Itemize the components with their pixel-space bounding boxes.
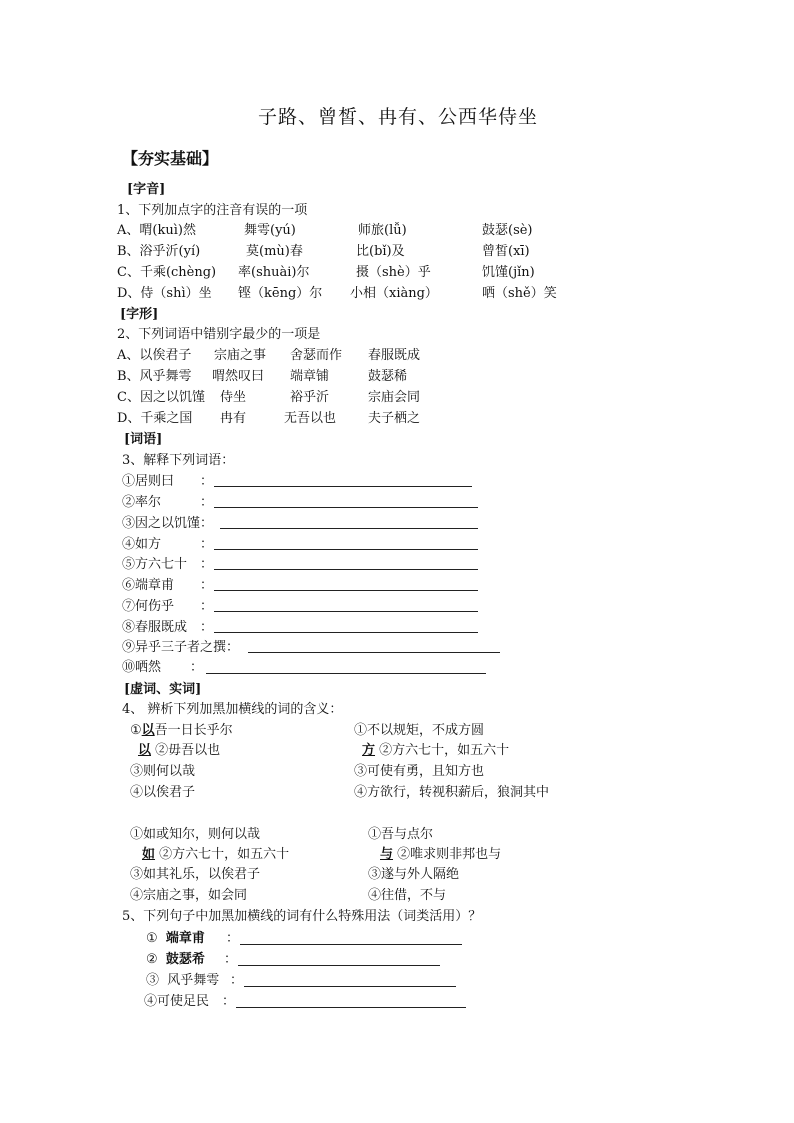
fang-1: 不以规矩，不成方圆 bbox=[367, 723, 485, 738]
fang-4: 方欲行，转视积薪后，狼洞其中 bbox=[367, 785, 550, 800]
yi-3: 则何以哉 bbox=[143, 764, 196, 779]
subheading-ziyin: [字音] bbox=[127, 182, 166, 197]
ru-4: 宗庙之事，如会同 bbox=[143, 888, 248, 903]
answer-line[interactable] bbox=[206, 673, 486, 674]
page-title: 子路、曾皙、冉有、公西华侍坐 bbox=[258, 106, 539, 128]
keyword-yi: 以 bbox=[141, 723, 155, 738]
answer-line[interactable] bbox=[248, 652, 500, 653]
answer-line[interactable] bbox=[214, 590, 478, 591]
subheading-xushi: [虚词、实词] bbox=[124, 682, 202, 697]
ru-1: 如或知尔，则何以哉 bbox=[143, 827, 261, 842]
answer-line[interactable] bbox=[214, 486, 472, 487]
yi-4: 以俟君子 bbox=[143, 785, 196, 800]
ru-2: 方六七十，如五六十 bbox=[172, 847, 290, 862]
answer-line[interactable] bbox=[214, 569, 478, 570]
question-3: 3、解释下列词语： bbox=[122, 453, 235, 468]
question-1: 1、下列加点字的注音有误的一项 bbox=[117, 203, 308, 218]
answer-line[interactable] bbox=[214, 549, 478, 550]
keyword-label-yi: 以 bbox=[138, 743, 152, 758]
subheading-ciyu: [词语] bbox=[124, 432, 163, 447]
subheading-zixing: [字形] bbox=[120, 307, 159, 322]
q5-term-2: 鼓瑟希 bbox=[165, 952, 205, 967]
fang-3: 可使有勇，且知方也 bbox=[367, 764, 485, 779]
yi-2: 毋吾以也 bbox=[168, 743, 221, 758]
question-2: 2、下列词语中错别字最少的一项是 bbox=[117, 327, 321, 342]
fang-2: 方六七十，如五六十 bbox=[392, 743, 510, 758]
answer-line[interactable] bbox=[236, 1007, 466, 1008]
keyword-label-ru: 如 bbox=[142, 847, 156, 862]
answer-line[interactable] bbox=[238, 965, 440, 966]
yu-2: 唯求则非邦也与 bbox=[410, 847, 502, 862]
yu-3: 遂与外人隔绝 bbox=[381, 867, 460, 882]
answer-line[interactable] bbox=[240, 944, 462, 945]
yu-4: 往借，不与 bbox=[381, 888, 447, 903]
answer-line[interactable] bbox=[220, 528, 478, 529]
yi-1-rest: 吾一日长乎尔 bbox=[154, 723, 233, 738]
answer-line[interactable] bbox=[214, 507, 478, 508]
question-5: 5、下列句子中加黑加横线的词有什么特殊用法（词类活用）？ bbox=[122, 909, 482, 924]
keyword-label-fang: 方 bbox=[362, 743, 376, 758]
q5-term-1: 端章甫 bbox=[165, 931, 205, 946]
answer-line[interactable] bbox=[244, 986, 456, 987]
q5-term-4: 可使足民 bbox=[157, 994, 210, 1009]
keyword-label-yu: 与 bbox=[380, 847, 394, 862]
answer-line[interactable] bbox=[214, 632, 478, 633]
section-header: 【夯实基础】 bbox=[122, 149, 219, 168]
q5-term-3: 风乎舞雩 bbox=[167, 973, 220, 988]
question-4: 4、 辨析下列加黑加横线的词的含义： bbox=[122, 702, 343, 717]
yu-1: 吾与点尔 bbox=[381, 827, 434, 842]
ru-3: 如其礼乐，以俟君子 bbox=[143, 867, 261, 882]
answer-line[interactable] bbox=[214, 611, 478, 612]
